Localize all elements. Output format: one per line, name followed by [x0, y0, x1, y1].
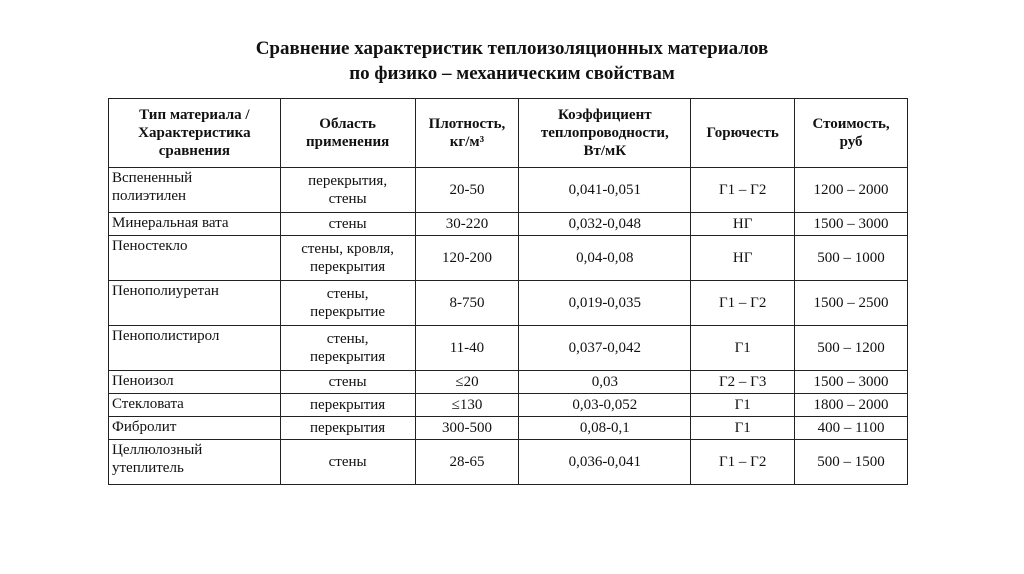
cell-flammability: Г1 – Г2: [691, 168, 795, 213]
cell-cost: 1200 – 2000: [795, 168, 908, 213]
header-area: [280, 99, 415, 168]
cell-flammability: Г1: [691, 326, 795, 371]
cell-conductivity: 0,08-0,1: [519, 417, 691, 440]
cell-area: [280, 281, 415, 326]
cell-material-line: Пеноизол: [112, 373, 174, 389]
header-conductivity-line: Коэффициент: [558, 107, 652, 123]
cell-density: 28-65: [415, 440, 519, 485]
cell-material-line: Фибролит: [112, 419, 177, 435]
cell-material: [109, 440, 281, 485]
cell-material: [109, 326, 281, 371]
cell-flammability: НГ: [691, 213, 795, 236]
header-area-line: Область: [319, 116, 376, 132]
header-conductivity: [519, 99, 691, 168]
header-cost-line: Стоимость,: [812, 116, 890, 132]
cell-material: [109, 213, 281, 236]
table-row: [109, 281, 908, 326]
cell-flammability: Г2 – Г3: [691, 371, 795, 394]
table-row: [109, 394, 908, 417]
cell-material-line: Вспененный: [112, 170, 193, 186]
table-row: [109, 417, 908, 440]
cell-flammability: Г1: [691, 417, 795, 440]
table-row: [109, 168, 908, 213]
cell-area-line: стены: [328, 191, 367, 207]
cell-material-line: Пеностекло: [112, 238, 188, 254]
cell-area-line: стены, кровля,: [301, 241, 395, 257]
table-row: [109, 236, 908, 281]
cell-material-line: полиэтилен: [112, 188, 187, 204]
cell-material-line: Пенополиуретан: [112, 283, 219, 299]
header-type-line: Характеристика: [138, 125, 251, 141]
cell-material: [109, 168, 281, 213]
cell-cost: 1500 – 3000: [795, 213, 908, 236]
cell-density: ≤130: [415, 394, 519, 417]
cell-material: [109, 236, 281, 281]
table-row: [109, 371, 908, 394]
cell-flammability: Г1 – Г2: [691, 281, 795, 326]
cell-area-line: перекрытия: [310, 349, 386, 365]
cell-conductivity: 0,041-0,051: [519, 168, 691, 213]
header-density-line: кг/м³: [449, 134, 485, 150]
cell-material-line: Пенополистирол: [112, 328, 220, 344]
cell-area: [280, 371, 415, 394]
cell-cost: 500 – 1500: [795, 440, 908, 485]
cell-area-line: перекрытия: [310, 259, 386, 275]
cell-density: 120-200: [415, 236, 519, 281]
cell-flammability: Г1: [691, 394, 795, 417]
cell-area-line: перекрытия: [310, 397, 386, 413]
cell-flammability: Г1 – Г2: [691, 440, 795, 485]
document-title: [0, 36, 1024, 86]
cell-area-line: перекрытия,: [308, 173, 388, 189]
cell-material: [109, 281, 281, 326]
cell-cost: 1500 – 3000: [795, 371, 908, 394]
cell-area-line: стены: [328, 454, 367, 470]
cell-material: [109, 417, 281, 440]
header-type-line: Тип материала /: [139, 107, 250, 123]
cell-conductivity: 0,036-0,041: [519, 440, 691, 485]
cell-conductivity: 0,019-0,035: [519, 281, 691, 326]
cell-material: [109, 394, 281, 417]
cell-area-line: стены: [328, 216, 367, 232]
table-body: [109, 168, 908, 485]
cell-cost: 500 – 1000: [795, 236, 908, 281]
header-row: [109, 99, 908, 168]
header-type: [109, 99, 281, 168]
header-flammability: Горючесть: [691, 99, 795, 168]
cell-cost: 400 – 1100: [795, 417, 908, 440]
cell-density: ≤20: [415, 371, 519, 394]
cell-conductivity: 0,03: [519, 371, 691, 394]
cell-material: [109, 371, 281, 394]
cell-conductivity: 0,03-0,052: [519, 394, 691, 417]
cell-area-line: перекрытие: [310, 304, 386, 320]
cell-area: [280, 394, 415, 417]
header-area-line: применения: [306, 134, 390, 150]
cell-material-line: Целлюлозный: [112, 442, 203, 458]
table-row: [109, 213, 908, 236]
cell-area: [280, 417, 415, 440]
table-row: [109, 440, 908, 485]
cell-area: [280, 236, 415, 281]
cell-area-line: стены: [328, 374, 367, 390]
cell-area: [280, 440, 415, 485]
header-cost: [795, 99, 908, 168]
cell-material-line: утеплитель: [112, 460, 184, 476]
cell-area-line: перекрытия: [310, 420, 386, 436]
header-type-line: сравнения: [158, 143, 231, 159]
title-line-1: Сравнение характеристик теплоизоляционных материалов: [255, 38, 769, 59]
header-cost-line: руб: [839, 134, 863, 150]
cell-area-line: стены,: [326, 286, 369, 302]
header-density-line: Плотность,: [428, 116, 506, 132]
cell-area-line: стены,: [326, 331, 369, 347]
cell-conductivity: 0,032-0,048: [519, 213, 691, 236]
cell-material-line: Минеральная вата: [112, 215, 229, 231]
cell-area: [280, 168, 415, 213]
cell-material-line: Стекловата: [112, 396, 184, 412]
table-row: [109, 326, 908, 371]
cell-density: 8-750: [415, 281, 519, 326]
title-line-2: по физико – механическим свойствам: [349, 63, 675, 84]
cell-conductivity: 0,04-0,08: [519, 236, 691, 281]
header-density: [415, 99, 519, 168]
cell-conductivity: 0,037-0,042: [519, 326, 691, 371]
cell-density: 30-220: [415, 213, 519, 236]
cell-density: 11-40: [415, 326, 519, 371]
cell-cost: 500 – 1200: [795, 326, 908, 371]
cell-cost: 1800 – 2000: [795, 394, 908, 417]
comparison-table: [108, 98, 908, 485]
cell-density: 20-50: [415, 168, 519, 213]
cell-cost: 1500 – 2500: [795, 281, 908, 326]
cell-flammability: НГ: [691, 236, 795, 281]
header-conductivity-line: Вт/мК: [583, 143, 627, 159]
header-conductivity-line: теплопроводности,: [540, 125, 669, 141]
cell-density: 300-500: [415, 417, 519, 440]
cell-area: [280, 213, 415, 236]
cell-area: [280, 326, 415, 371]
